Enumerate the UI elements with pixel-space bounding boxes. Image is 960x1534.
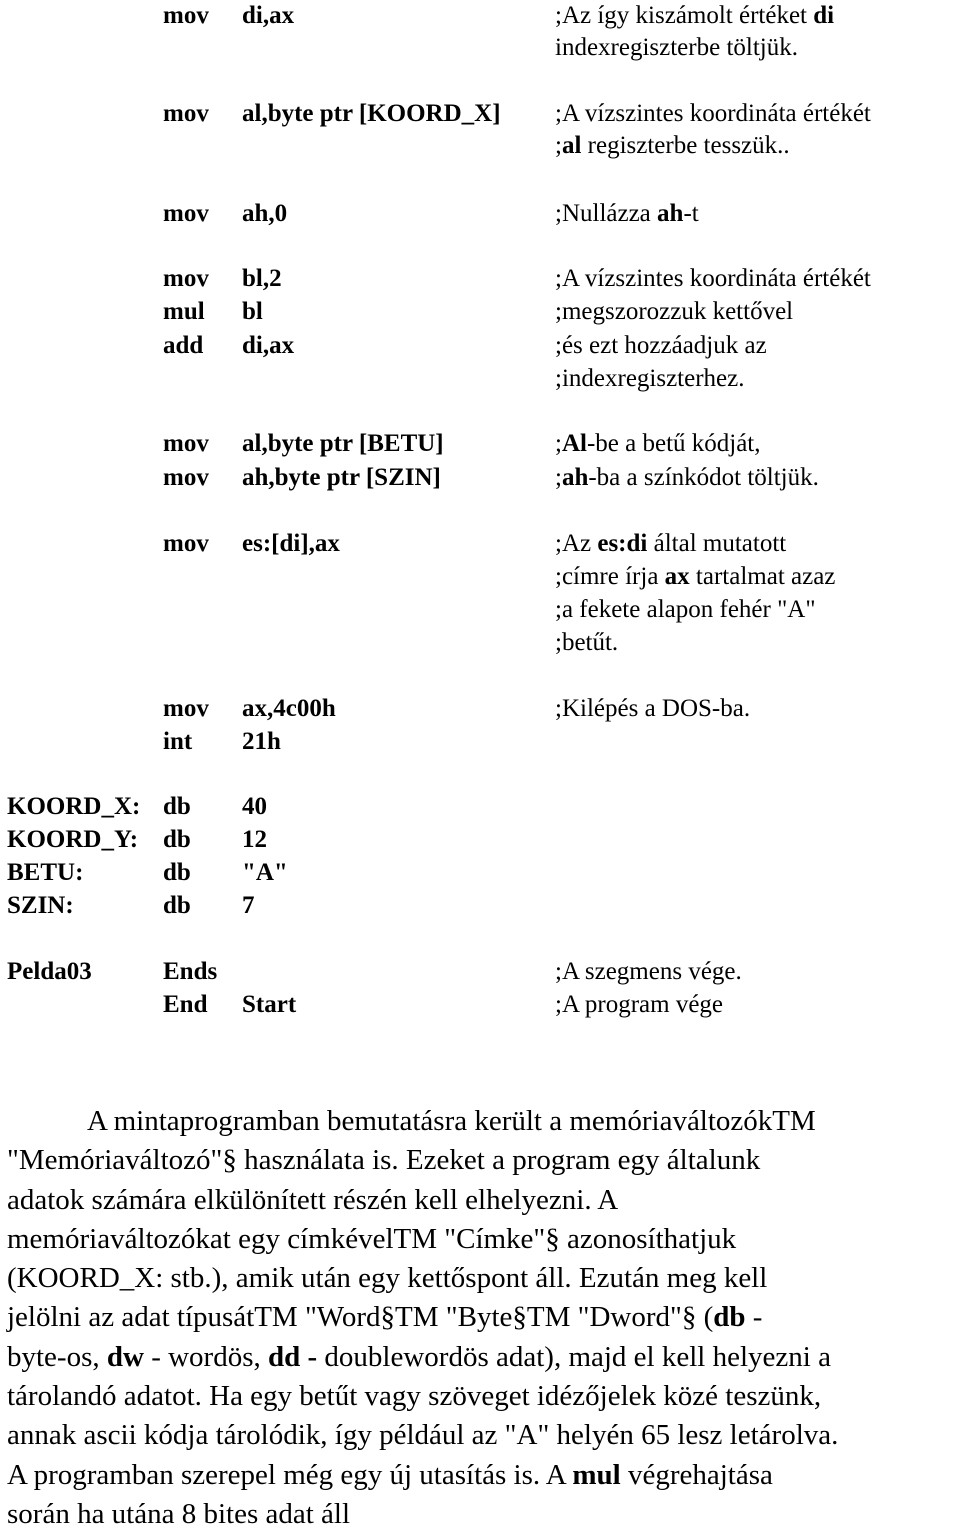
code-op: mov — [163, 430, 209, 457]
code-op: add — [163, 332, 204, 359]
var-label: KOORD_Y: — [7, 826, 139, 853]
code-comment: ;A vízszintes koordináta értékét — [555, 100, 871, 127]
code-op: mov — [163, 100, 209, 127]
code-comment: ;A program vége — [555, 991, 724, 1018]
paragraph-line — [7, 1416, 959, 1455]
code-arg: bl — [242, 298, 263, 325]
var-value: 12 — [242, 826, 267, 853]
code-op: mov — [163, 200, 209, 227]
code-op: mov — [163, 265, 209, 292]
code-arg: di,ax — [242, 2, 295, 29]
paragraph-text: tárolandó adatot. Ha egy betűt vagy szöveget idézőjelek közé teszünk, — [7, 1380, 822, 1413]
code-op: mul — [163, 298, 205, 325]
var-type: db — [163, 826, 191, 853]
code-arg: ah,byte ptr [SZIN] — [242, 464, 441, 491]
paragraph-text: - wordös, — [143, 1340, 268, 1373]
code-comment: ;a fekete alapon fehér "A" — [555, 596, 816, 623]
paragraph-text: dd - — [268, 1340, 318, 1373]
code-arg: di,ax — [242, 332, 295, 359]
code-op: mov — [163, 695, 209, 722]
var-value: 40 — [242, 793, 267, 820]
paragraph-line — [7, 1338, 959, 1377]
paragraph-text: dw — [106, 1340, 144, 1373]
paragraph-text: "Memóriaváltozó"§ használata is. Ezeket a program egy általunk — [7, 1144, 761, 1177]
paragraph-text: doublewordös adat), majd el kell helyezni a — [317, 1340, 831, 1373]
var-value: "A" — [242, 859, 288, 886]
var-type: db — [163, 859, 191, 886]
paragraph-text: jelölni az adat típusátTM "Word§TM "Byte§TM "Dword"§ ( — [7, 1301, 714, 1334]
code-arg: Start — [242, 991, 297, 1018]
code-comment: ;Az es:di által mutatott — [555, 530, 787, 557]
paragraph-line — [7, 1377, 959, 1416]
code-arg: 21h — [242, 728, 281, 755]
code-comment: ;indexregiszterhez. — [555, 365, 745, 392]
code-comment: ;A vízszintes koordináta értékét — [555, 265, 871, 292]
paragraph-text: annak ascii kódja tárolódik, így például az "A" helyén 65 lesz letárolva. — [7, 1419, 839, 1452]
paragraph-line — [7, 1456, 959, 1495]
code-comment: ;megszorozzuk kettővel — [555, 298, 794, 325]
code-comment: ;Al-be a betű kódját, — [555, 430, 761, 457]
explanation-paragraph — [7, 1102, 959, 1534]
paragraph-text: byte-os, — [7, 1340, 107, 1373]
code-arg: es:[di],ax — [242, 530, 340, 557]
code-comment: ;betűt. — [555, 629, 619, 656]
code-comment: indexregiszterbe töltjük. — [555, 34, 798, 61]
code-comment: ;és ezt hozzáadjuk az — [555, 332, 767, 359]
code-arg: ax,4c00h — [242, 695, 336, 722]
paragraph-line — [7, 1181, 959, 1220]
var-label: KOORD_X: — [7, 793, 141, 820]
code-op: int — [163, 728, 193, 755]
paragraph-text: mul — [572, 1458, 621, 1491]
code-comment: ;Nullázza ah-t — [555, 200, 699, 227]
code-comment: ;Kilépés a DOS-ba. — [555, 695, 751, 722]
code-comment: ;Az így kiszámolt értéket di — [555, 2, 835, 29]
code-arg: ah,0 — [242, 200, 288, 227]
code-op: mov — [163, 2, 209, 29]
paragraph-text: db — [713, 1301, 746, 1334]
paragraph-line — [7, 1259, 959, 1298]
paragraph-line — [7, 1141, 959, 1180]
code-comment: ;A szegmens vége. — [555, 958, 742, 985]
code-op: Ends — [163, 958, 218, 985]
code-op: mov — [163, 464, 209, 491]
paragraph-text: végrehajtása — [620, 1458, 773, 1491]
paragraph-line — [7, 1220, 959, 1259]
code-comment: ;al regiszterbe tesszük.. — [555, 132, 790, 159]
var-value: 7 — [242, 892, 255, 919]
var-label: BETU: — [7, 859, 84, 886]
code-arg: al,byte ptr [BETU] — [242, 430, 444, 457]
code-arg: bl,2 — [242, 265, 282, 292]
paragraph-text: A mintaprogramban bemutatásra került a memóriaváltozókTM — [87, 1105, 816, 1137]
paragraph-text: (KOORD_X: stb.), amik után egy kettőspont áll. Ezután meg kell — [7, 1262, 768, 1295]
segment-label: Pelda03 — [7, 958, 92, 985]
var-type: db — [163, 793, 191, 820]
code-comment: ;címre írja ax tartalmat azaz — [555, 563, 836, 590]
var-type: db — [163, 892, 191, 919]
paragraph-text: során ha utána 8 bites adat áll — [7, 1497, 351, 1530]
paragraph-line — [7, 1102, 959, 1141]
code-arg: al,byte ptr [KOORD_X] — [242, 100, 501, 127]
code-comment: ;ah-ba a színkódot töltjük. — [555, 464, 819, 491]
code-op: End — [163, 991, 208, 1018]
paragraph-line — [7, 1495, 959, 1534]
paragraph-line — [7, 1298, 959, 1337]
paragraph-text: memóriaváltozókat egy címkévelTM "Címke"§ azonosíthatjuk — [7, 1222, 737, 1255]
code-op: mov — [163, 530, 209, 557]
var-label: SZIN: — [7, 892, 74, 919]
paragraph-text: A programban szerepel még egy új utasítás is. A — [7, 1458, 573, 1491]
paragraph-text: adatok számára elkülönített részén kell elhelyezni. A — [7, 1183, 619, 1216]
paragraph-text: - — [745, 1301, 763, 1334]
